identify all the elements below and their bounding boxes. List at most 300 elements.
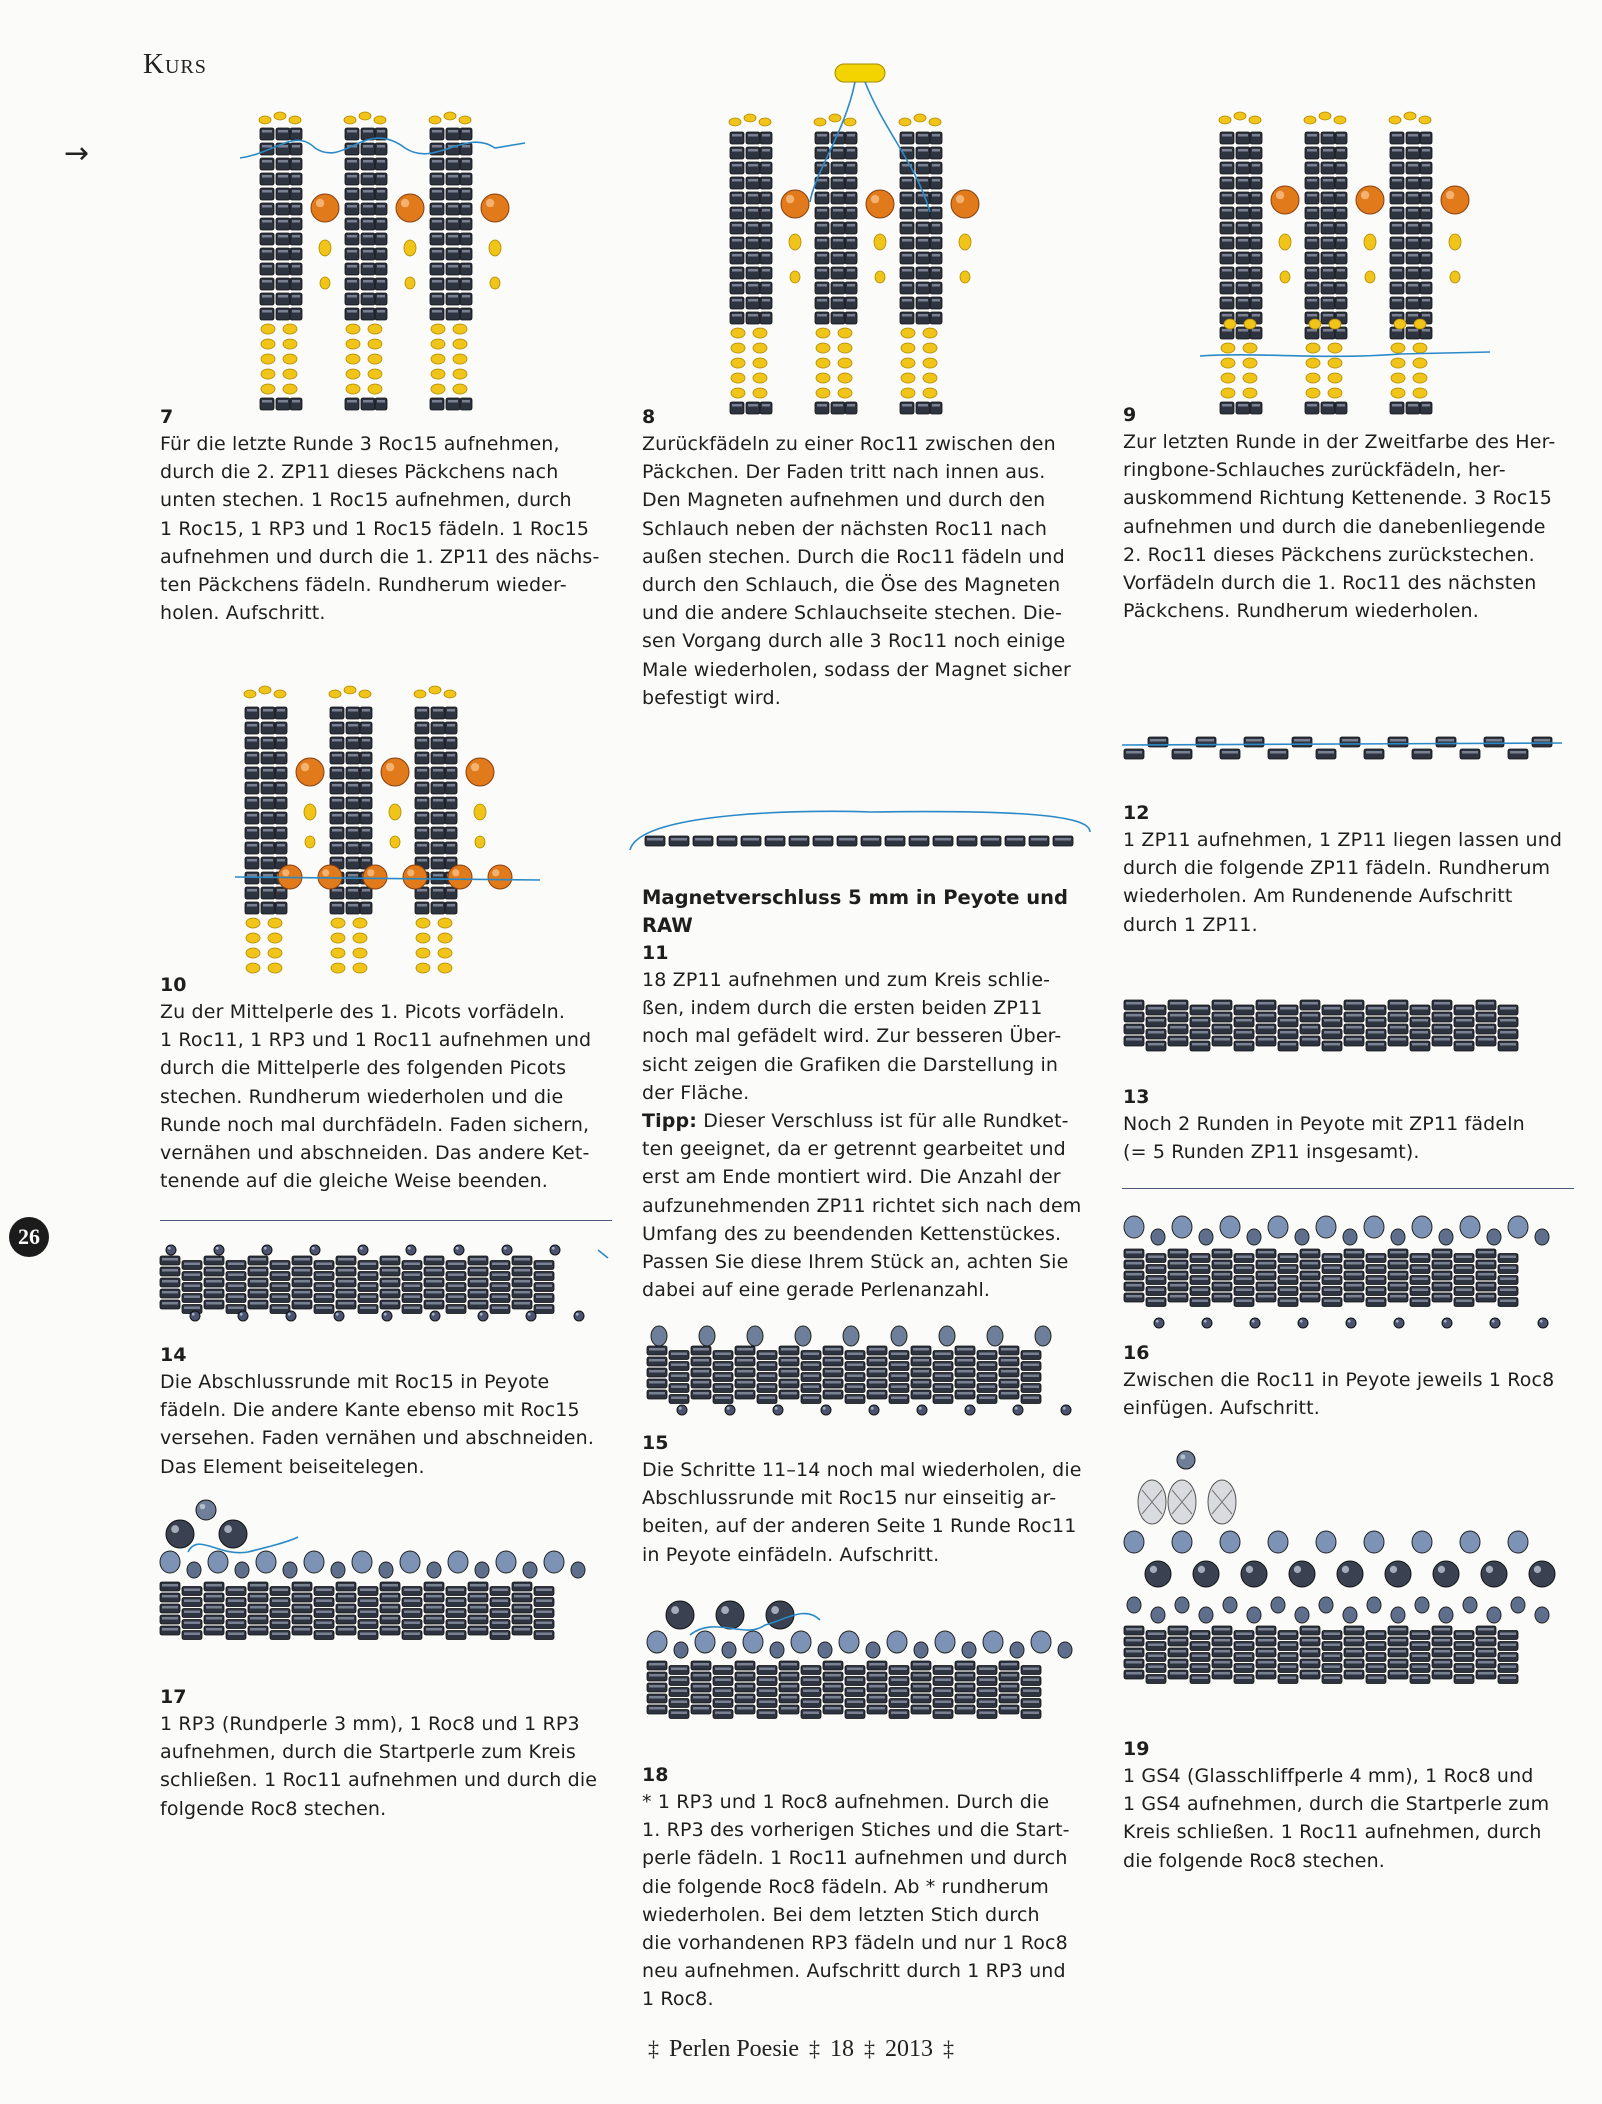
bead-highlight	[1408, 254, 1418, 257]
text-line: 1 RP3 (Rundperle 3 mm), 1 Roc8 und 1 RP3	[160, 1713, 580, 1735]
bead-highlight	[803, 1353, 819, 1356]
bead-highlight	[536, 1589, 552, 1592]
bead-highlight	[184, 1589, 200, 1592]
cylinder-bead	[260, 218, 274, 230]
bead-highlight	[847, 179, 855, 182]
bead-highlight	[1324, 1267, 1340, 1270]
cylinder-bead	[1366, 1005, 1386, 1015]
round-bead-dark	[574, 1311, 584, 1321]
bead-highlight	[247, 739, 257, 742]
bead-highlight	[1280, 1043, 1296, 1046]
bead-highlight	[1001, 1370, 1017, 1373]
cylinder-bead	[260, 128, 274, 140]
bead-highlight	[1214, 1014, 1230, 1017]
round-bead-dark	[286, 1311, 296, 1321]
bead-highlight	[1170, 1295, 1186, 1298]
bead-highlight	[693, 1696, 709, 1699]
bead-highlight	[1001, 1392, 1017, 1395]
bead-highlight	[1500, 1267, 1516, 1270]
cylinder-bead	[930, 132, 942, 144]
bead-highlight	[262, 280, 272, 283]
text-line: Zur letzten Runde in der Zweitfarbe des Her-	[1123, 431, 1556, 453]
bead-highlight	[1323, 329, 1333, 332]
cylinder-bead	[693, 836, 713, 846]
bead-highlight	[404, 1296, 420, 1299]
bead-highlight	[292, 265, 300, 268]
bead-highlight	[1174, 751, 1190, 754]
bead-highlight	[1307, 269, 1317, 272]
cylinder-bead	[375, 248, 387, 260]
bead-highlight	[732, 254, 742, 257]
seed-bead-gold	[431, 354, 445, 364]
cylinder-bead	[1236, 132, 1250, 144]
cylinder-bead	[276, 158, 290, 170]
bead-highlight	[1392, 284, 1402, 287]
bead-highlight	[162, 1258, 178, 1261]
seed-bead-gold	[875, 271, 885, 283]
cylinder-bead	[1335, 222, 1347, 234]
bead-highlight	[1390, 1014, 1406, 1017]
bead-highlight	[1302, 1284, 1318, 1287]
bead-highlight	[404, 1600, 420, 1603]
cylinder-bead	[375, 308, 387, 320]
bead-highlight	[347, 310, 357, 313]
bead-highlight	[935, 1679, 951, 1682]
bead-highlight	[1170, 1014, 1186, 1017]
seed-bead-roc11	[1487, 1607, 1501, 1623]
bead-highlight	[935, 838, 951, 841]
bead-highlight	[1412, 1267, 1428, 1270]
cylinder-bead	[1124, 1036, 1144, 1046]
bead-highlight	[1258, 1650, 1274, 1653]
bead-highlight	[932, 224, 940, 227]
bead-highlight	[1500, 1256, 1516, 1259]
bead-highlight	[918, 239, 928, 242]
cylinder-bead	[260, 248, 274, 260]
bead-highlight	[1438, 739, 1454, 742]
bead-highlight	[417, 739, 427, 742]
cylinder-bead	[1146, 1041, 1166, 1051]
cylinder-bead	[430, 203, 444, 215]
cylinder-bead	[1390, 207, 1404, 219]
bead-highlight	[847, 239, 855, 242]
bead-highlight	[847, 1679, 863, 1682]
bead-highlight	[536, 1307, 552, 1310]
bead-highlight	[833, 194, 843, 197]
cylinder-bead	[330, 812, 344, 824]
bead-highlight	[1422, 239, 1430, 242]
bead-highlight	[417, 859, 427, 862]
bead-highlight	[363, 145, 373, 148]
bead-highlight	[847, 134, 855, 137]
bead-highlight	[360, 1589, 376, 1592]
seed-bead-gold	[1419, 116, 1431, 124]
cylinder-bead	[445, 902, 457, 914]
bead-highlight	[1368, 1289, 1384, 1292]
seed-bead-gold	[431, 339, 445, 349]
cylinder-bead	[290, 293, 302, 305]
seed-bead-roc11	[1463, 1597, 1477, 1613]
bead-highlight	[967, 1407, 970, 1410]
cylinder-bead	[1236, 207, 1250, 219]
cylinder-bead	[1335, 237, 1347, 249]
seed-bead-roc8	[1124, 1216, 1144, 1238]
bead-highlight	[288, 1313, 291, 1316]
text-line: aufnehmen und durch die 1. ZP11 des nächs-	[160, 545, 600, 568]
cylinder-bead	[1420, 162, 1432, 174]
seed-bead-gold	[353, 948, 367, 958]
text-line: dabei auf eine gerade Perlenanzahl.	[642, 1279, 991, 1302]
bead-highlight	[1324, 1019, 1340, 1022]
bead-highlight	[1023, 1668, 1039, 1671]
cylinder-bead	[1322, 1005, 1342, 1015]
bead-highlight	[250, 1584, 266, 1587]
bead-highlight	[1422, 299, 1430, 302]
bead-highlight	[1214, 1002, 1230, 1005]
seed-bead-gold	[474, 804, 486, 820]
bead-highlight	[278, 190, 288, 193]
cylinder-bead	[1335, 252, 1347, 264]
bead-highlight	[649, 1685, 665, 1688]
bead-highlight	[332, 724, 342, 727]
bead-highlight	[247, 709, 257, 712]
cylinder-bead	[275, 722, 287, 734]
seed-bead-gold	[1414, 319, 1426, 329]
bead-highlight	[184, 1633, 200, 1636]
bead-highlight	[847, 194, 855, 197]
round-bead-dark	[965, 1405, 975, 1415]
cylinder-bead	[290, 248, 302, 260]
cylinder-bead	[1220, 162, 1234, 174]
bead-highlight	[1324, 1031, 1340, 1034]
round-bead-dark	[1154, 1318, 1164, 1328]
bead-highlight	[1222, 314, 1232, 317]
cylinder-bead	[900, 132, 914, 144]
bead-highlight	[278, 295, 288, 298]
bead-highlight	[1258, 1014, 1274, 1017]
seed-bead-roc11	[1343, 1607, 1357, 1623]
cylinder-bead	[430, 308, 444, 320]
bead-highlight	[1390, 1262, 1406, 1265]
bead-highlight	[1346, 1251, 1362, 1254]
seed-bead-roc8	[1508, 1216, 1528, 1238]
cylinder-bead	[900, 207, 914, 219]
bead-highlight	[250, 1595, 266, 1598]
cylinder-bead	[330, 737, 344, 749]
seed-bead-gold	[923, 358, 937, 368]
bead-highlight	[452, 869, 459, 876]
cylinder-bead	[346, 737, 360, 749]
cylinder-bead	[1220, 192, 1234, 204]
bead-highlight	[1302, 1251, 1318, 1254]
seed-bead-gold	[346, 354, 360, 364]
bead-highlight	[1346, 1038, 1362, 1041]
bead-highlight	[377, 310, 385, 313]
bead-highlight	[727, 1407, 730, 1410]
seed-bead-gold	[346, 339, 360, 349]
bead-highlight	[1342, 739, 1358, 742]
bead-highlight	[1192, 1666, 1208, 1669]
bead-highlight	[1238, 314, 1248, 317]
bead-highlight	[504, 1247, 507, 1250]
bead-highlight	[1222, 209, 1232, 212]
bead-highlight	[1486, 1566, 1493, 1573]
cylinder-bead	[1234, 1041, 1254, 1051]
bead-highlight	[447, 724, 455, 727]
bead-highlight	[262, 160, 272, 163]
text-line: auskommend Richtung Kettenende. 3 Roc15	[1123, 487, 1552, 510]
section-heading: Magnetverschluss 5 mm in Peyote und RAW	[642, 886, 1068, 937]
bead-highlight	[377, 235, 385, 238]
cylinder-bead	[346, 902, 360, 914]
bead-highlight	[1323, 239, 1333, 242]
bead-highlight	[514, 1628, 530, 1631]
bead-highlight	[338, 1302, 354, 1305]
bead-highlight	[902, 134, 912, 137]
cylinder-bead	[760, 297, 772, 309]
bead-highlight	[363, 190, 373, 193]
cylinder-bead	[346, 782, 360, 794]
cylinder-bead	[415, 812, 429, 824]
round-bead-dark	[502, 1245, 512, 1255]
seed-bead-gold	[901, 343, 915, 353]
bead-highlight	[1238, 254, 1248, 257]
cylinder-bead	[245, 797, 259, 809]
bead-highlight	[492, 1263, 508, 1266]
bead-highlight	[292, 145, 300, 148]
bead-highlight	[839, 838, 855, 841]
bead-highlight	[891, 1397, 907, 1400]
cylinder-bead	[445, 812, 457, 824]
cylinder-bead	[730, 222, 744, 234]
bead-highlight	[1434, 1284, 1450, 1287]
cylinder-bead	[430, 188, 444, 200]
text-line: 1 GS4 aufnehmen, durch die Startperle zum	[1123, 1793, 1550, 1816]
seed-bead-gold	[429, 116, 441, 124]
bead-highlight	[1323, 209, 1333, 212]
bead-highlight	[1214, 1284, 1230, 1287]
bead-highlight	[363, 235, 373, 238]
bead-highlight	[338, 1280, 354, 1283]
bead-highlight	[332, 814, 342, 817]
seed-bead-gold	[344, 686, 356, 694]
bead-highlight	[1238, 194, 1248, 197]
bead-highlight	[1252, 284, 1260, 287]
cylinder-bead	[1454, 1041, 1474, 1051]
cylinder-bead	[431, 812, 445, 824]
bead-highlight	[957, 1359, 973, 1362]
text-line: (= 5 Runden ZP11 insgesamt).	[1123, 1141, 1420, 1164]
seed-bead-roc8	[647, 1631, 667, 1653]
cylinder-bead	[1212, 1012, 1232, 1022]
bead-highlight	[1252, 194, 1260, 197]
cylinder-bead	[290, 128, 302, 140]
cylinder-bead	[930, 252, 942, 264]
cylinder-bead	[837, 836, 857, 846]
text-line: ten Päckchens fädeln. Rundherum wieder-	[160, 574, 567, 597]
seed-bead-gold	[438, 948, 452, 958]
bead-highlight	[417, 724, 427, 727]
seed-bead-gold	[1243, 388, 1257, 398]
bead-highlight	[833, 284, 843, 287]
cylinder-bead	[431, 767, 445, 779]
bead-highlight	[228, 1622, 244, 1625]
bead-highlight	[732, 194, 742, 197]
bead-highlight	[470, 1269, 486, 1272]
seed-bead-roc8	[427, 1562, 441, 1578]
bead-highlight	[462, 190, 470, 193]
bead-highlight	[1222, 284, 1232, 287]
bead-highlight	[162, 1595, 178, 1598]
bead-highlight	[294, 1258, 310, 1261]
bead-highlight	[1392, 254, 1402, 257]
bead-highlight	[1300, 1320, 1303, 1323]
text-line: Für die letzte Runde 3 Roc15 aufnehmen,	[160, 433, 560, 455]
step-number: 12	[1123, 802, 1150, 824]
bead-highlight	[338, 1617, 354, 1620]
bead-highlight	[762, 164, 770, 167]
bead-highlight	[1324, 1300, 1340, 1303]
bead-highlight	[347, 205, 357, 208]
bead-highlight	[1180, 1454, 1185, 1459]
bead-highlight	[1346, 1650, 1362, 1653]
bead-highlight	[957, 1674, 973, 1677]
text-line: noch mal gefädelt wird. Zur besseren Über-	[642, 1025, 1062, 1048]
bead-highlight	[1412, 1019, 1428, 1022]
seed-bead-gold	[816, 373, 830, 383]
cylinder-bead	[815, 132, 829, 144]
bead-highlight	[377, 220, 385, 223]
cylinder-bead	[1250, 147, 1262, 159]
bead-highlight	[1392, 239, 1402, 242]
bead-highlight	[1408, 239, 1418, 242]
cylinder-bead	[276, 308, 290, 320]
cylinder-bead	[260, 293, 274, 305]
bead-highlight	[932, 254, 940, 257]
cylinder-bead	[1454, 1029, 1474, 1039]
seed-bead-roc8	[1031, 1631, 1051, 1653]
seed-bead-gold	[1224, 319, 1236, 329]
seed-bead-gold	[923, 373, 937, 383]
cylinder-bead	[330, 767, 344, 779]
bead-highlight	[426, 1269, 442, 1272]
seed-bead-roc11	[795, 1326, 811, 1346]
text-line: Zu der Mittelperle des 1. Picots vorfädeln.	[160, 1001, 566, 1023]
bead-highlight	[433, 784, 443, 787]
cylinder-bead	[813, 836, 833, 846]
bead-highlight	[891, 1353, 907, 1356]
bead-highlight	[1500, 1019, 1516, 1022]
cylinder-bead	[930, 237, 942, 249]
bead-highlight	[918, 314, 928, 317]
bead-highlight	[1126, 1002, 1142, 1005]
cylinder-bead	[346, 887, 360, 899]
text-line: Dieser Verschluss ist für alle Rundket-	[697, 1110, 1069, 1133]
bead-highlight	[348, 739, 358, 742]
cylinder-bead	[831, 312, 845, 324]
cylinder-bead	[346, 752, 360, 764]
bead-highlight	[715, 1397, 731, 1400]
bead-highlight	[1023, 1364, 1039, 1367]
cylinder-bead	[1388, 737, 1408, 747]
bead-highlight	[1238, 134, 1248, 137]
bead-highlight	[263, 874, 273, 877]
bead-highlight	[786, 195, 794, 203]
cylinder-bead	[746, 297, 760, 309]
bead-highlight	[184, 1274, 200, 1277]
bead-highlight	[762, 179, 770, 182]
bead-highlight	[1280, 1300, 1296, 1303]
bead-highlight	[292, 130, 300, 133]
bead-highlight	[263, 904, 273, 907]
cylinder-bead	[345, 173, 359, 185]
seed-bead-gold	[844, 118, 856, 126]
bead-highlight	[1446, 191, 1454, 199]
step-text	[160, 430, 610, 627]
seed-bead-roc8	[1535, 1229, 1549, 1245]
cylinder-bead	[1250, 177, 1262, 189]
bead-highlight	[647, 838, 663, 841]
bead-highlight	[1192, 1031, 1208, 1034]
bead-highlight	[737, 1707, 753, 1710]
bead-highlight	[1337, 149, 1345, 152]
bead-highlight	[902, 224, 912, 227]
cylinder-bead	[330, 707, 344, 719]
cylinder-bead	[916, 207, 930, 219]
bead-highlight	[1252, 134, 1260, 137]
seed-bead-gold	[1243, 343, 1257, 353]
cylinder-bead	[1335, 177, 1347, 189]
bead-highlight	[1486, 739, 1502, 742]
bead-highlight	[363, 295, 373, 298]
bead-highlight	[382, 1258, 398, 1261]
bead-highlight	[759, 1375, 775, 1378]
cylinder-bead	[845, 162, 857, 174]
bead-highlight	[1236, 1300, 1252, 1303]
cylinder-bead	[360, 902, 372, 914]
cylinder-bead	[445, 842, 457, 854]
cylinder-bead	[900, 237, 914, 249]
seed-bead-gold	[389, 804, 401, 820]
cylinder-bead	[415, 827, 429, 839]
cylinder-bead	[346, 722, 360, 734]
cylinder-bead	[446, 233, 460, 245]
bead-highlight	[732, 134, 742, 137]
cylinder-bead	[900, 222, 914, 234]
bead-highlight	[913, 1674, 929, 1677]
cylinder-bead	[261, 797, 275, 809]
bead-highlight	[1192, 1278, 1208, 1281]
bead-highlight	[433, 904, 443, 907]
cylinder-bead	[275, 767, 287, 779]
cylinder-bead	[346, 812, 360, 824]
cylinder-bead	[446, 173, 460, 185]
seed-bead-roc11	[747, 1326, 763, 1346]
bead-highlight	[1170, 1273, 1186, 1276]
cylinder-bead	[275, 902, 287, 914]
bead-highlight	[1258, 1273, 1274, 1276]
cylinder-bead	[415, 902, 429, 914]
bead-highlight	[869, 1663, 885, 1666]
cylinder-bead	[1366, 1017, 1386, 1027]
cylinder-bead	[730, 312, 744, 324]
bead-highlight	[825, 1348, 841, 1351]
cylinder-bead	[1344, 1000, 1364, 1010]
bead-highlight	[693, 1381, 709, 1384]
cylinder-bead	[831, 252, 845, 264]
bead-highlight	[1258, 1026, 1274, 1029]
bead-highlight	[1456, 1043, 1472, 1046]
